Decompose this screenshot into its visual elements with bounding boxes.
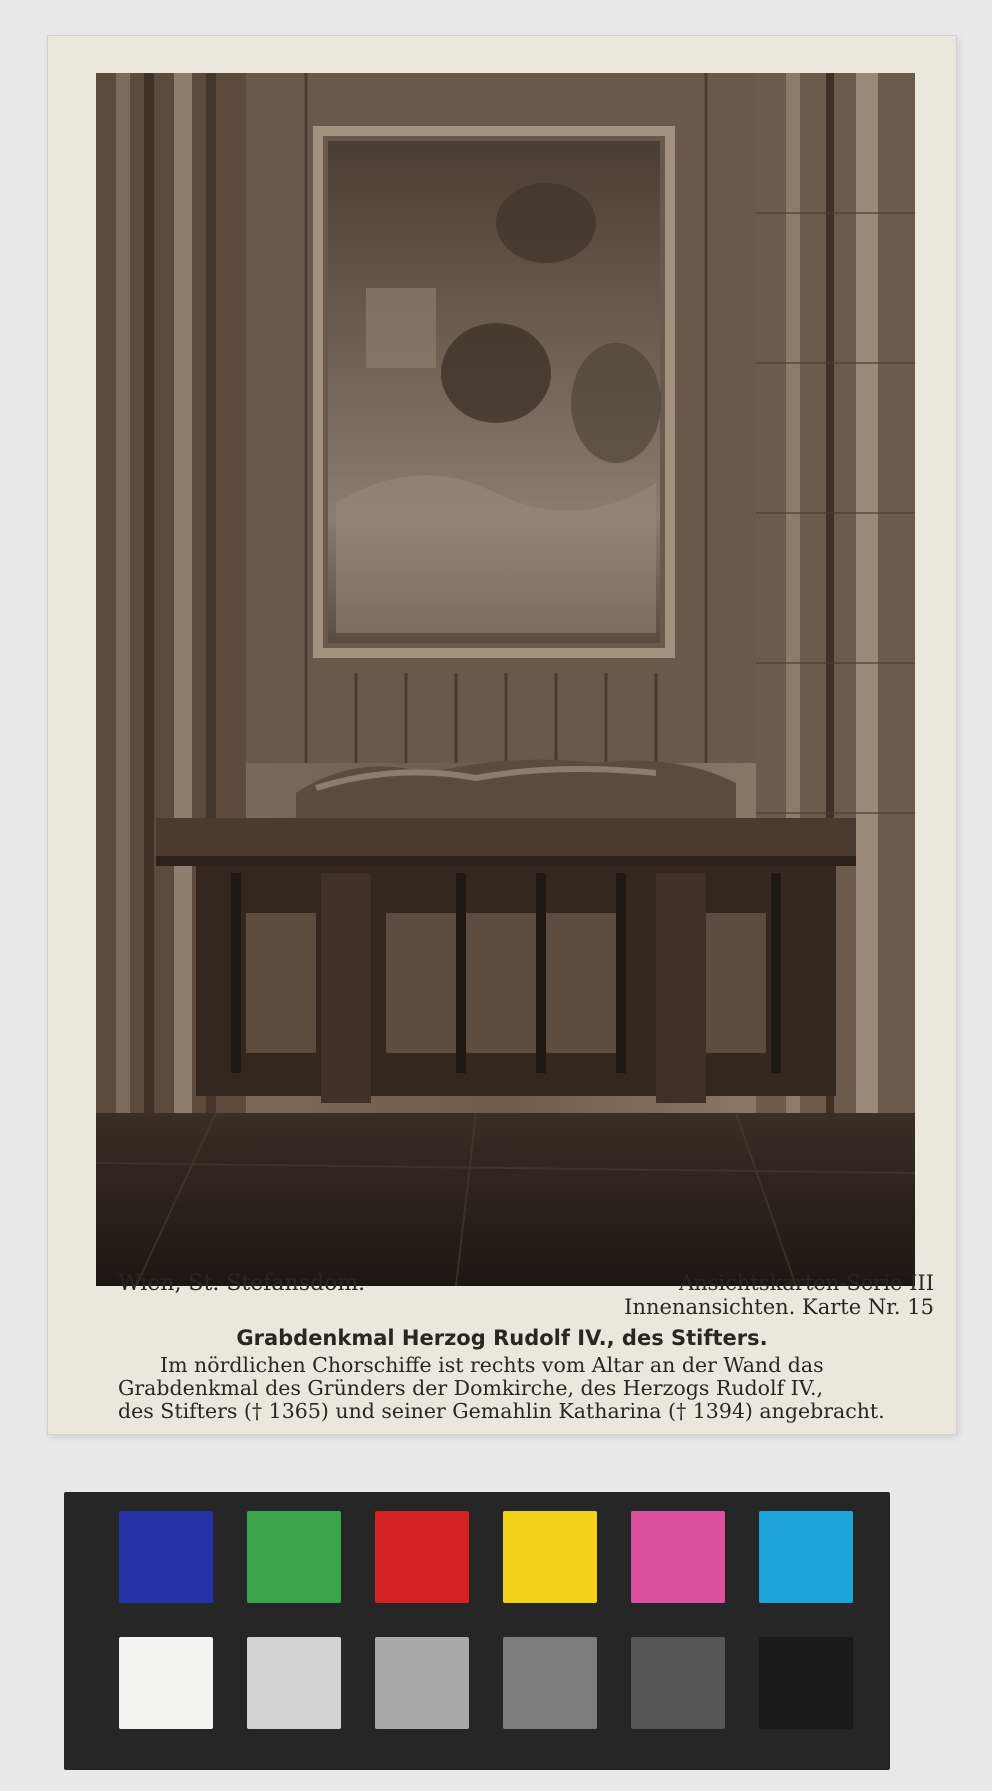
color-patch-yellow bbox=[503, 1511, 597, 1603]
caption-title: Grabdenkmal Herzog Rudolf IV., des Stifters. bbox=[236, 1326, 768, 1350]
color-patch-blue bbox=[119, 1511, 213, 1603]
gray-patch-mid-light bbox=[375, 1637, 469, 1729]
color-patch-green bbox=[247, 1511, 341, 1603]
color-patch-red bbox=[375, 1511, 469, 1603]
gray-patch-mid bbox=[503, 1637, 597, 1729]
gray-patch-light bbox=[247, 1637, 341, 1729]
tomb-photograph bbox=[96, 73, 915, 1286]
gray-patch-black bbox=[759, 1637, 853, 1729]
color-calibration-chart bbox=[64, 1492, 890, 1770]
caption-body-line: des Stifters († 1365) und seiner Gemahlin Katharina († 1394) angebracht. bbox=[118, 1399, 885, 1423]
caption-body-line: Im nördlichen Chorschiffe ist rechts vom Altar an der Wand das bbox=[160, 1353, 824, 1377]
postcard bbox=[48, 36, 956, 1434]
color-patch-magenta bbox=[631, 1511, 725, 1603]
gray-patch-white bbox=[119, 1637, 213, 1729]
series-info bbox=[624, 1271, 934, 1319]
caption-body bbox=[118, 1354, 934, 1423]
color-patch-cyan bbox=[759, 1511, 853, 1603]
series-line: Ansichtskarten-Serie III bbox=[678, 1271, 934, 1295]
location-label: Wien, St. Stefansdom. bbox=[118, 1271, 366, 1296]
caption-body-line: Grabdenkmal des Gründers der Domkirche, des Herzogs Rudolf IV., bbox=[118, 1376, 824, 1400]
card-number-line: Innenansichten. Karte Nr. 15 bbox=[624, 1295, 934, 1319]
gray-patch-dark bbox=[631, 1637, 725, 1729]
tomb-photo-illustration bbox=[96, 73, 915, 1286]
